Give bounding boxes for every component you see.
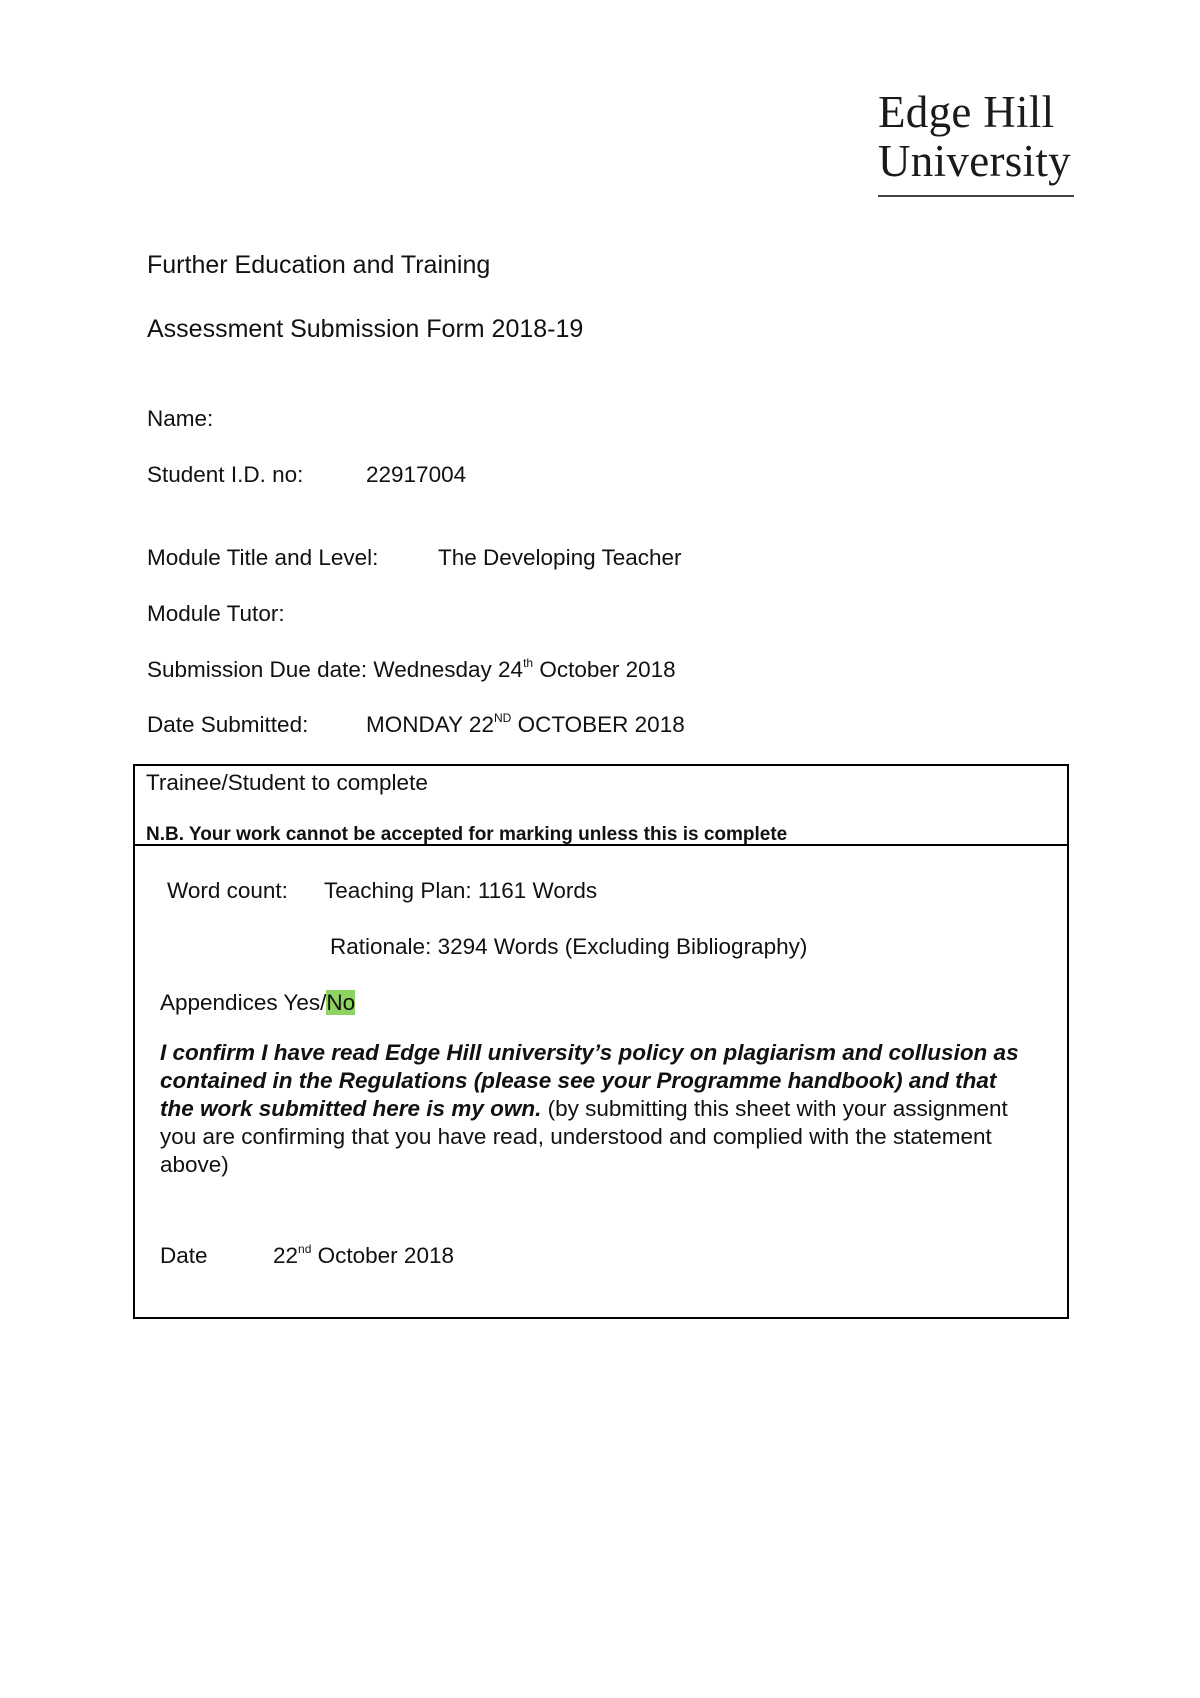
submission-due-date	[147, 657, 676, 683]
date-submitted-value	[366, 712, 685, 738]
module-title-label: Module Title and Level:	[147, 545, 379, 570]
document-title: Further Education and Training	[147, 251, 491, 279]
student-id-label: Student I.D. no:	[147, 462, 304, 487]
plagiarism-statement	[160, 1039, 1030, 1179]
student-id-value: 22917004	[366, 462, 467, 487]
appendices-line	[160, 990, 355, 1016]
statement-bold: I confirm I have read Edge Hill university’s policy on plagiarism and collusion as contained in the Regulations (please see your Programme handbook) and that the work submitted here is my own.	[160, 1040, 1019, 1121]
date-rest: October 2018	[311, 1243, 454, 1268]
due-date-rest: October 2018	[533, 657, 676, 682]
date-submitted-text: MONDAY 22	[366, 712, 494, 737]
module-title-value: The Developing Teacher	[438, 545, 682, 570]
box-header: Trainee/Student to complete	[146, 770, 428, 795]
appendices-selected: No	[326, 990, 356, 1015]
date-submitted-ordinal: ND	[493, 711, 512, 725]
edge-hill-university-logo	[878, 88, 1074, 197]
statement-rest: (by submitting this sheet with your assignment you are confirming that you have read, understood and complied with the statement above)	[160, 1096, 1008, 1177]
logo-underline	[878, 195, 1074, 197]
logo-line-1: Edge Hill	[878, 87, 1055, 137]
form-title: Assessment Submission Form 2018-19	[147, 315, 584, 343]
word-count-label: Word count:	[167, 878, 288, 903]
word-count-teaching-plan: Teaching Plan: 1161 Words	[324, 878, 598, 903]
module-tutor-label: Module Tutor:	[147, 601, 285, 626]
date-submitted-rest: OCTOBER 2018	[511, 712, 685, 737]
date-ordinal: nd	[298, 1242, 312, 1256]
due-date-ordinal: th	[523, 656, 534, 670]
date-submitted-label: Date Submitted:	[147, 712, 309, 737]
name-label: Name:	[147, 406, 214, 431]
logo-line-2: University	[878, 136, 1071, 186]
due-date-text: Submission Due date: Wednesday 24	[147, 657, 524, 682]
appendices-label: Appendices Yes/	[160, 990, 327, 1015]
box-note: N.B. Your work cannot be accepted for marking unless this is complete	[146, 824, 788, 845]
date-day: 22	[273, 1243, 299, 1268]
word-count-rationale: Rationale: 3294 Words (Excluding Bibliography)	[330, 934, 808, 959]
date-label: Date	[160, 1243, 208, 1268]
date-value	[273, 1243, 454, 1269]
